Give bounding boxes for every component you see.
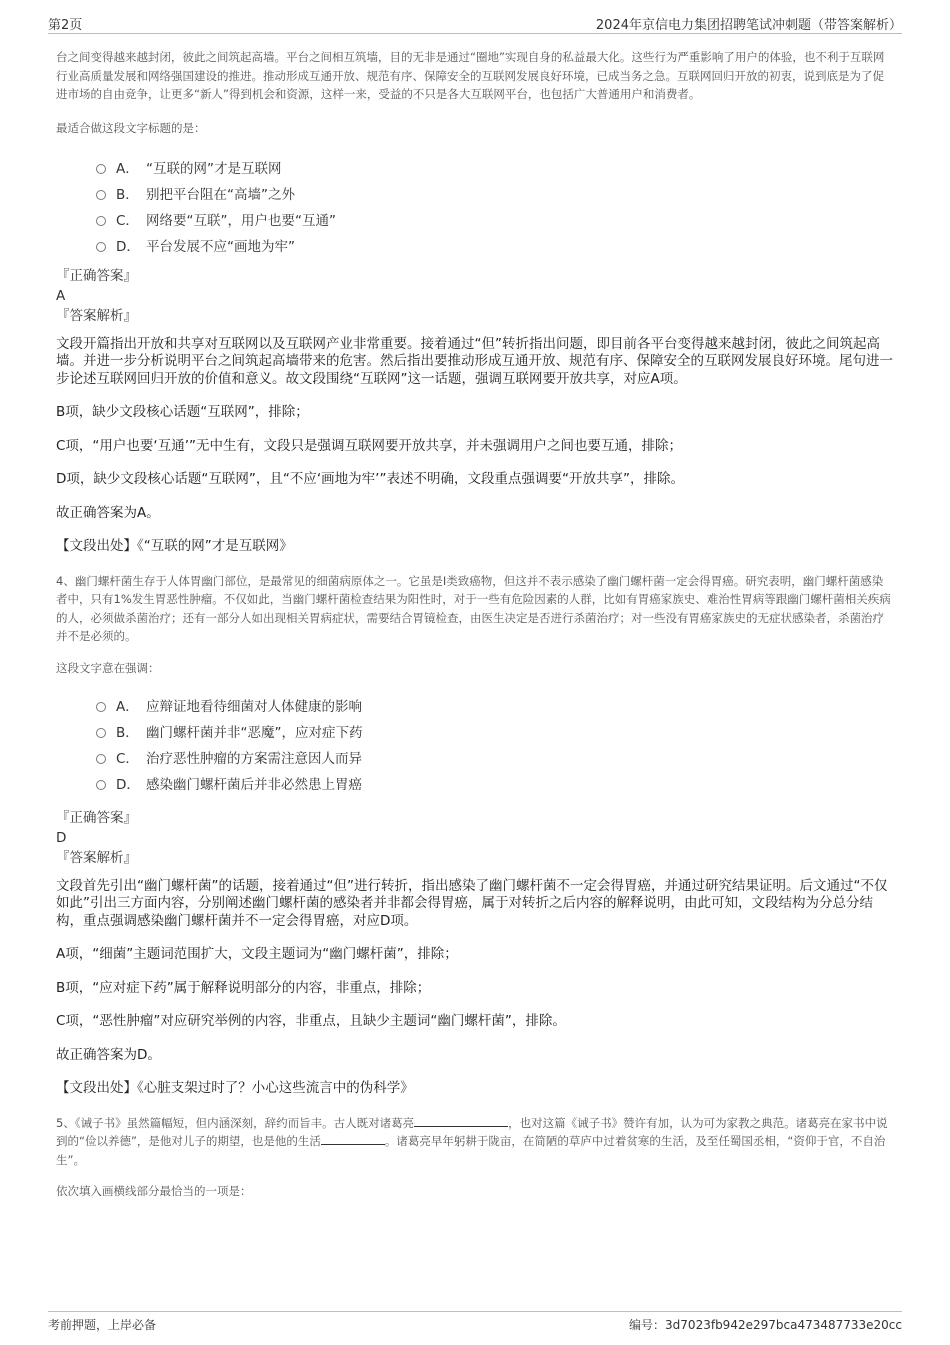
document-body [56, 48, 894, 1199]
page-footer [48, 1311, 902, 1336]
q4-answer: D [56, 829, 67, 846]
q3-option-b[interactable]: B． 别把平台阻在“高墙”之外 [96, 180, 894, 206]
radio-icon[interactable] [96, 164, 106, 174]
q3-option-d[interactable]: D． 平台发展不应“画地为牢” [96, 232, 894, 258]
q4-analysis-b: B项，“应对症下药”属于解释说明部分的内容，非重点，排除； [56, 979, 431, 996]
q3-answer: A [56, 287, 66, 304]
q4-option-b[interactable]: B． 幽门螺杆菌并非“恶魔”，应对症下药 [96, 718, 894, 744]
radio-icon[interactable] [96, 216, 106, 226]
fill-blank-2[interactable] [321, 1134, 385, 1145]
radio-icon[interactable] [96, 190, 106, 200]
q3-prompt: 最适合做这段文字标题的是： [56, 120, 206, 135]
q4-analysis-label: 『答案解析』 [56, 849, 137, 866]
q3-answer-label: 『正确答案』 [56, 267, 137, 284]
q3-conclusion: 故正确答案为A。 [56, 504, 160, 521]
radio-icon[interactable] [96, 754, 106, 764]
q4-option-c[interactable]: C． 治疗恶性肿瘤的方案需注意因人而异 [96, 744, 894, 770]
radio-icon[interactable] [96, 728, 106, 738]
q4-analysis-a: A项，“细菌”主题词范围扩大，文段主题词为“幽门螺杆菌”，排除； [56, 946, 458, 962]
q4-option-d[interactable]: D． 感染幽门螺杆菌后并非必然患上胃癌 [96, 770, 894, 796]
page-number: 第2页 [48, 18, 83, 33]
q3-option-a[interactable]: A． “互联的网”才是互联网 [96, 154, 894, 180]
q4-passage: 4、幽门螺杆菌生存于人体胃幽门部位，是最常见的细菌病原体之一。它虽是I类致癌物，但这并不表示感染了幽门螺杆菌一定会得胃癌。研究表明，幽门螺杆菌感染者中，只有1%发生胃恶性肿瘤。不仅如此，当幽门螺杆菌检查结果为阳性时，对于一些有危险因素的人群，比如有胃癌家族史、难治性胃病等跟幽门螺杆菌相关疾病的人，必须做杀菌治疗；还有一部分人如出现相关胃病症状，需要结合胃镜检查，由医生决定是否进行杀菌治疗；对一些没有胃癌家族史的无症状感染者，杀菌治疗并不是必须的。 [56, 573, 891, 643]
q3-source: 【文段出处】《“互联的网”才是互联网》 [56, 538, 293, 554]
q3-analysis-label: 『答案解析』 [56, 307, 137, 324]
document-title: 2024年京信电力集团招聘笔试冲刺题（带答案解析） [595, 18, 902, 33]
q4-conclusion: 故正确答案为D。 [56, 1046, 161, 1063]
q3-analysis-c: C项，“用户也要‘互通’”无中生有，文段只是强调互联网要开放共享，并未强调用户之间也要互通，排除； [56, 437, 682, 454]
q3-passage: 台之间变得越来越封闭，彼此之间筑起高墙。平台之间相互筑墙，目的无非是通过“圈地”实现自身的私益最大化。这些行为严重影响了用户的体验，也不利于互联网行业高质量发展和网络强国建设的推进。推动形成互通开放、规范有序、保障安全的互联网发展良好环境，已成当务之急。互联网回归开放的初衷，说到底是为了促进市场的自由竞争，让更多“新人”得到机会和资源，这样一来，受益的不只是各大互联网平台，也包括广大普通用户和消费者。 [56, 50, 885, 101]
q3-analysis-main: 文段开篇指出开放和共享对互联网以及互联网产业非常重要。接着通过“但”转折指出问题，即目前各平台变得越来越封闭，彼此之间筑起高墙。并进一步分析说明平台之间筑起高墙带来的危害。然后指出要推动形成互通开放、规范有序、保障安全的互联网发展良好环境。尾句进一步论述互联网回归开放的价值和意义。故文段围绕“互联网”这一话题，强调互联网要开放共享，对应A项。 [56, 335, 893, 387]
q3-options [96, 154, 894, 258]
q4-analysis-c: C项，“恶性肿瘤”对应研究举例的内容，非重点，且缺少主题词“幽门螺杆菌”，排除。 [56, 1013, 566, 1029]
fill-blank-1[interactable] [414, 1116, 508, 1127]
q3-analysis-b: B项，缺少文段核心话题“互联网”，排除； [56, 404, 309, 420]
q5-passage: 5、《诫子书》虽然篇幅短，但内涵深刻，辞约而旨丰。古人既对诸葛亮 ，也对这篇《诫子书》赞许有加，认为可为家教之典范。诸葛亮在家书中说到的“俭以养德”，是他对儿子的期望，也是他的生活 。诸葛亮早年躬耕于陇亩，在简陋的草庐中过着贫寒的生活，及至任蜀国丞相，“资仰于官，不自治生”。 [56, 1115, 888, 1167]
radio-icon[interactable] [96, 242, 106, 252]
q4-source: 【文段出处】《心脏支架过时了？小心这些流言中的伪科学》 [56, 1080, 414, 1096]
radio-icon[interactable] [96, 702, 106, 712]
q4-options [96, 692, 894, 796]
q4-analysis-main: 文段首先引出“幽门螺杆菌”的话题，接着通过“但”进行转折，指出感染了幽门螺杆菌不一定会得胃癌，并通过研究结果证明。后文通过“不仅如此”引出三方面内容，分别阐述幽门螺杆菌的感染者并非都会得胃癌，属于对转折之后内容的解释说明，由此可知，文段结构为分总分结构，重点强调感染幽门螺杆菌并不一定会得胃癌，对应D项。 [56, 877, 888, 929]
page-header [48, 11, 902, 34]
q3-option-c[interactable]: C． 网络要“互联”，用户也要“互通” [96, 206, 894, 232]
q4-answer-label: 『正确答案』 [56, 809, 137, 826]
q4-option-a[interactable]: A． 应辩证地看待细菌对人体健康的影响 [96, 692, 894, 718]
q4-prompt: 这段文字意在强调： [56, 660, 160, 675]
footer-slogan: 考前押题，上岸必备 [48, 1318, 157, 1332]
document-code: 编号：3d7023fb942e297bca473487733e20cc [629, 1318, 902, 1332]
q3-analysis-d: D项，缺少文段核心话题“互联网”，且“不应‘画地为牢’”表述不明确，文段重点强调要“开放共享”，排除。 [56, 471, 684, 487]
q5-prompt: 依次填入画横线部分最恰当的一项是： [56, 1184, 252, 1198]
radio-icon[interactable] [96, 780, 106, 790]
